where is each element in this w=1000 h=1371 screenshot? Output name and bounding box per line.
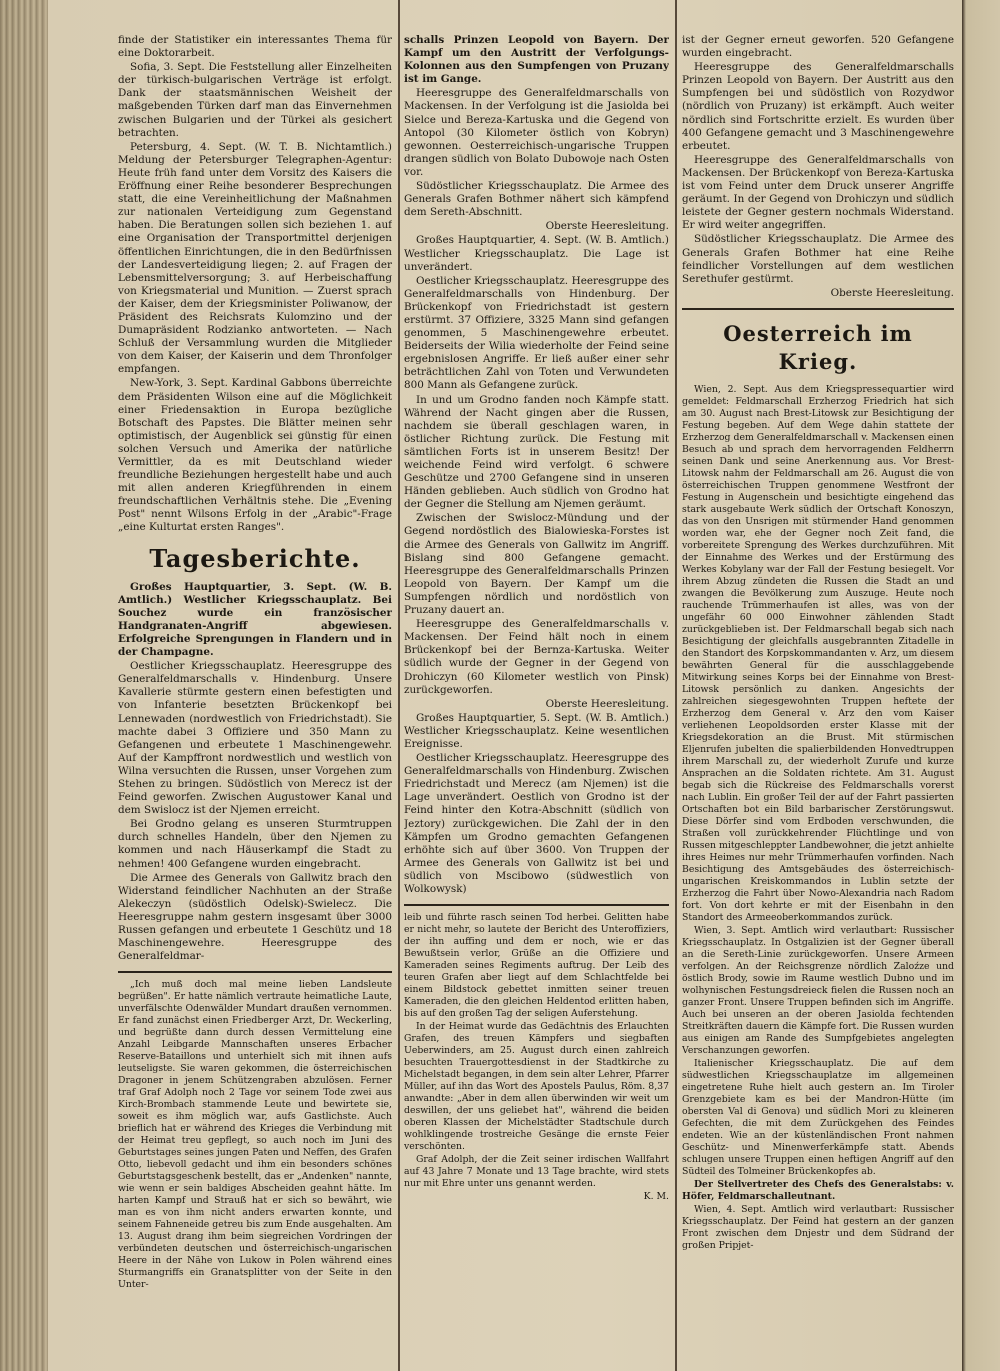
paragraph: New-York, 3. Sept. Kardinal Gabbons überreichte dem Präsidenten Wilson eine auf die Möglichkeit einer Friedensaktion in Europa bezügliche Botschaft des Papstes. Die Blätter meinen sehr optimistisch, der Augenblick sei günstig für einen solchen Versuch und Amerika der natürliche Vermittler, da es mit Deutschland wieder freundliche Beziehungen hergestellt habe und auch mit allen anderen Kriegführenden in einem freundschaftlichen Verhältnis stehe. Die „Evening Post" nennt Wilsons Erfolg in der „Arabic"-Frage „eine Kulturtat ersten Ranges". — [118, 377, 392, 534]
column-rule — [398, 0, 400, 1371]
paragraph: Großes Hauptquartier, 3. Sept. (W. B. Amtlich.) Westlicher Kriegsschauplatz. Bei Souchez wurde ein französischer Handgranaten-Angriff abgewiesen. Erfolgreiche Sprengungen in Flandern und in der Champagne. — [118, 580, 392, 659]
paragraph: Südöstlicher Kriegsschauplatz. Die Armee des Generals Grafen Bothmer nähert sich kämpfend dem Sereth-Abschnitt. — [404, 180, 669, 219]
paragraph: Großes Hauptquartier, 5. Sept. (W. B. Amtlich.) Westlicher Kriegsschauplatz. Keine wesentlichen Ereignisse. — [404, 711, 669, 750]
paragraph: Großes Hauptquartier, 4. Sept. (W. B. Amtlich.) Westlicher Kriegsschauplatz. Die Lage ist unverändert. — [404, 234, 669, 273]
paragraph: schalls Prinzen Leopold von Bayern. Der Kampf um den Austritt der Verfolgungs-Kolonnen aus den Sumpfengen von Pruzany ist im Gange. — [404, 34, 669, 86]
next-page-edge — [962, 0, 1000, 1371]
paragraph: Heeresgruppe des Generalfeldmarschalls von Mackensen. In der Verfolgung ist die Jasiolda bei Sielce und Bereza-Kartuska und die Gegend von Antopol (30 Kilometer östlich von Kobryn) gewonnen. Oesterreichisch-ungarische Truppen drangen südlich von Bolato Dubowoje nach Osten vor. — [404, 87, 669, 178]
signature: Oberste Heeresleitung. — [545, 697, 669, 710]
column-1 — [118, 34, 392, 1364]
paragraph: ist der Gegner erneut geworfen. 520 Gefangene wurden eingebracht. — [682, 34, 954, 60]
signature: Oberste Heeresleitung. — [545, 220, 669, 233]
column-2 — [404, 34, 669, 1364]
section-rule — [404, 904, 669, 906]
paragraph: Italienischer Kriegsschauplatz. Die auf dem südwestlichen Kriegsschauplatze im allgemeinen eingetretene Ruhe hielt auch gestern an. Im Tiroler Grenzgebiete kam es bei der Mandron-Hütte (im obersten Val di Genova) und südlich Mori zu kleineren Gefechten, die mit dem Zurückgehen des Feindes endeten. Wie an der küstenländischen Front nahmen Geschütz- und Minenwerferkämpfe statt. Abends schlugen unsere Truppen einen heftigen Angriff auf den Südteil des Tolmeiner Brückenkopfes ab. — [682, 1057, 954, 1177]
paragraph: finde der Statistiker ein interessantes Thema für eine Doktorarbeit. — [118, 34, 392, 60]
paragraph: Wien, 3. Sept. Amtlich wird verlautbart: Russischer Kriegsschauplatz. In Ostgalizien ist der Gegner überall an die Sereth-Linie zurückgeworfen. Unsere Armeen verfolgen. An der Reichsgrenze nördlich Zaloźze und östlich Brody, sowie im Raume westlich Dubno und im wolhynischen Festungsdreieck fielen die Russen noch an ganzer Front. Unsere Truppen befinden sich im Angriffe. Auch bei unseren an der oberen Jasiolda fechtenden Streitkräften dauern die Kämpfe fort. Die Russen wurden aus einigen am Rande des Sumpfgebietes angelegten Verschanzungen geworfen. — [682, 924, 954, 1056]
section-rule — [118, 971, 392, 973]
column-rule — [675, 0, 677, 1371]
section-heading: Oesterreich im Krieg. — [723, 320, 913, 374]
paragraph: „Ich muß doch mal meine lieben Landsleute begrüßen". Er hatte nämlich vertraute heimatliche Laute, unverfälschte Odenwälder Mundart draußen vernommen. Er fand zunächst einen Friedberger Arzt, Dr. Weckerling, und begrüßte dann durch dessen Vermittelung eine Anzahl Leibgarde Mannschaften unseres Erbacher Reserve-Bataillons und unterhielt sich mit ihnen aufs leutseligste. Sie waren gekommen, die österreichischen Dragoner in jenem Schützengraben abzulösen. Ferner traf Graf Adolph noch 2 Tage vor seinem Tode zwei aus Kirch-Brombach stammende Leute und bewirtete sie, soweit es ihm möglich war, aufs Gastlichste. Auch brieflich hat er während des Krieges die Verbindung mit der Heimat treu gepflegt, so auch noch im Juni des Geburtstages seines jungen Paten und Neffen, des Grafen Otto, liebevoll gedacht und ihm ein besonders schönes Geburtstagsgeschenk bestellt, das er „Andenken" nannte, wie wenn er sein baldiges Abscheiden geahnt hätte. Im harten Kampf und Strauß hat er sich so bewährt, wie man es von ihm nicht anders erwarten konnte, und seinem Fahneneide getreu bis zum Ende ausgehalten. Am 13. August drang ihm beim siegreichen Vordringen der verbündeten deutschen und österreichisch-ungarischen Heere in der Nähe von Lukow in Polen während eines Sturmangriffs ein Granatsplitter von der Seite in den Unter- — [118, 979, 392, 1291]
paragraph: Heeresgruppe des Generalfeldmarschalls v. Mackensen. Der Feind hält noch in einem Brückenkopf bei der Bernza-Kartuska. Weiter südlich wurde der Gegner in der Gegend von Drohiczyn (60 Kilometer westlich von Pinsk) zurückgeworfen. — [404, 618, 669, 696]
paragraph: Oestlicher Kriegsschauplatz. Heeresgruppe des Generalfeldmarschalls von Hindenburg. Zwischen Friedrichstadt und Merecz (am Njemen) ist die Lage unverändert. Oestlich von Grodno ist der Feind hinter den Kotra-Abschnitt (südlich von Jeztory) zurückgewichen. Die Zahl der in den Kämpfen um Grodno gemachten Gefangenen erhöhte sich auf über 3600. Von Truppen der Armee des Generals von Gallwitz ist bei und südlich von Mscibowo (südwestlich von Wolkowysk) — [404, 752, 669, 895]
section-rule — [682, 308, 954, 310]
author-initials: K. M. — [643, 1191, 669, 1203]
section-heading: Tagesberichte. — [149, 543, 361, 573]
paragraph: Graf Adolph, der die Zeit seiner irdischen Wallfahrt auf 43 Jahre 7 Monate und 13 Tage brachte, wird stets nur mit Ehre unter uns genannt werden. — [404, 1154, 669, 1190]
signature: Oberste Heeresleitung. — [830, 286, 954, 299]
paragraph: In und um Grodno fanden noch Kämpfe statt. Während der Nacht gingen aber die Russen, nachdem sie überall geschlagen waren, in östlicher Richtung zurück. Die Festung mit sämtlichen Forts ist in unserem Besitz! Der weichende Feind wird verfolgt. 6 schwere Geschütze und 2700 Gefangene sind in unseren Händen geblieben. Auch südlich von Grodno hat der Gegner die Stellung am Njemen geräumt. — [404, 393, 669, 511]
column-3 — [682, 34, 954, 1364]
paragraph: Wien, 4. Sept. Amtlich wird verlautbart: Russischer Kriegsschauplatz. Der Feind hat gestern an der ganzen Front zwischen dem Dnjestr und dem Südrand der großen Pripjet- — [682, 1203, 954, 1251]
paragraph: Die Armee des Generals von Gallwitz brach den Widerstand feindlicher Nachhuten an der Straße Alekeczyn (südöstlich Odelsk)-Swielecz. Die Heeresgruppe nahm gestern insgesamt über 3000 Russen gefangen und erbeutete 1 Geschütz und 18 Maschinengewehre. Heeresgruppe des Generalfeldmar- — [118, 871, 392, 963]
paragraph: Zwischen der Swislocz-Mündung und der Gegend nordöstlich des Bialowieska-Forstes ist die Armee des Generals von Gallwitz im Angriff. Bislang sind 800 Gefangene gemacht. Heeresgruppe des Generalfeldmarschalls Prinzen Leopold von Bayern. Der Kampf um die Sumpfengen nördlich und nordöstlich von Pruzany dauert an. — [404, 512, 669, 617]
paragraph: Heeresgruppe des Generalfeldmarschalls Prinzen Leopold von Bayern. Der Austritt aus den Sumpfengen bei und südöstlich von Rozydwor (nördlich von Pruzany) ist erkämpft. Auch weiter nördlich sind Fortschritte erzielt. Es wurden über 400 Gefangene gemacht und 3 Maschinengewehre erbeutet. — [682, 61, 954, 152]
paragraph: leib und führte rasch seinen Tod herbei. Gelitten habe er nicht mehr, so lautete der Bericht des Unteroffiziers, der ihn auffing und dem er noch, wie er das Bewußtsein verlor, Grüße an die Offiziere und Kameraden seines Regiments auftrug. Der Leib des teuren Grafen aber liegt auf dem Schlachtfelde bei einem Bildstock gebettet inmitten seiner treuen Kameraden, die den gleichen Heldentod erlitten haben, bis auf den großen Tag der seligen Auferstehung. — [404, 912, 669, 1020]
paragraph: Wien, 2. Sept. Aus dem Kriegspressequartier wird gemeldet: Feldmarschall Erzherzog Friedrich hat sich am 30. August nach Brest-Litowsk zur Besichtigung der Festung begeben. Auf dem Wege dahin stattete der Erzherzog dem Generalfeldmarschall v. Mackensen einen Besuch ab und sprach dem hervorragenden Feldherrn seinen Dank und seine Anerkennung aus. Vor Brest-Litowsk nahm der Feldmarschall am 26. August die von österreichischen Truppen genommene Westfront der Festung in Augenschein und besichtigte eingehend das stark ausgebaute Werk südlich der Ortschaft Konoszyn, das von den Unsrigen mit stürmender Hand genommen worden war, ehe der Gegner noch Zeit fand, die vorbereitete Sprengung des Werkes durchzuführen. Mit der Einnahme des Werkes und der Erstürmung des Werkes Kobylany war der Fall der Festung besiegelt. Vor ihrem Abzug zündeten die Russen die Stadt an und zwangen die Bevölkerung zum Auszuge. Heute noch rauchende Trümmerhaufen ist alles, was von der ungefähr 60 000 Einwohner zählenden Stadt zurückgeblieben ist. Der Feldmarschall begab sich nach Besichtigung der gleichfalls ausgebrannten Zitadelle in den Standort des Korpskommandanten v. Arz, um diesem bewährten General für die ausschlaggebende Mitwirkung seines Korps bei der Einnahme von Brest-Litowsk persönlich zu danken. Angesichts der zahlreichen siegesgewohnten Truppen heftete der Erzherzog dem General v. Arz den vom Kaiser verliehenen Leopoldsorden erster Klasse mit der Kriegsdekoration an die Brust. Mit stürmischen Eljenrufen jubelten die spalierbildenden Honvedtruppen ihrem Marschall zu, der wiederholt Zurufe und kurze Ansprachen an die Soldaten richtete. Am 31. August begab sich die Rückreise des Feldmarschalls vorerst nach Lublin. Ein großer Teil der auf der Fahrt passierten Ortschaften bot ein Bild barbarischer Zerstörungswut. Diese Dörfer sind vom Erdboden verschwunden, die Straßen voll zurückkehrender Flüchtlinge und von Russen mitgeschleppter Landbewohner, die jetzt anhielte ihres Heimes nur mehr Trümmerhaufen vorfinden. Nach Besichtigung des Amtsgebäudes des österreichisch-ungarischen Kreiskommandos in Lublin setzte der Erzherzog die Fahrt über Nowo-Alexandria nach Radom fort. Von dort kehrte er mit der Eisenbahn in den Standort des Armeeoberkommandos zurück. — [682, 383, 954, 923]
paragraph: Der Stellvertreter des Chefs des Generalstabs: v. Höfer, Feldmarschalleutnant. — [682, 1178, 954, 1202]
paragraph: Heeresgruppe des Generalfeldmarschalls von Mackensen. Der Brückenkopf von Bereza-Kartuska ist vom Feind unter dem Druck unserer Angriffe geräumt. In der Gegend von Drohiczyn und südlich leistete der Gegner gestern nochmals Widerstand. Er wird weiter angegriffen. — [682, 153, 954, 232]
paragraph: Südöstlicher Kriegsschauplatz. Die Armee des Generals Grafen Bothmer hat eine Reihe feindlicher Vorstellungen auf dem westlichen Serethufer gestürmt. — [682, 233, 954, 285]
book-binding — [0, 0, 48, 1371]
paragraph: Oestlicher Kriegsschauplatz. Heeresgruppe des Generalfeldmarschalls v. Hindenburg. Unsere Kavallerie stürmte gestern einen befestigten und von Infanterie besetzten Brückenkopf bei Lennewaden (nordwestlich von Friedrichstadt). Sie machte dabei 3 Offiziere und 350 Mann zu Gefangenen und erbeutete 1 Maschinengewehr. Auf der Kampffront nordwestlich und westlich von Wilna versuchten die Russen, unser Vorgehen zum Stehen zu bringen. Südöstlich von Merecz ist der Feind geworfen. Zwischen Augustower Kanal und dem Swislocz ist der Njemen erreicht. — [118, 660, 392, 817]
paragraph: Oestlicher Kriegsschauplatz. Heeresgruppe des Generalfeldmarschalls von Hindenburg. Der Brückenkopf von Friedrichstadt ist gestern erstürmt. 37 Offiziere, 3325 Mann sind gefangen genommen, 5 Maschinengewehre erbeutet. Beiderseits der Wilia wiederholte der Feind seine ergebnislosen Angriffe. Er ließ außer einer sehr beträchtlichen Zahl von Toten und Verwundeten 800 Mann als Gefangene zurück. — [404, 274, 669, 392]
paragraph: In der Heimat wurde das Gedächtnis des Erlauchten Grafen, des treuen Kämpfers und siegbaften Ueberwinders, am 25. August durch einen zahlreich besuchten Trauergottesdienst in der Stadtkirche zu Michelstadt begangen, in dem sein alter Lehrer, Pfarrer Müller, auf ihn das Wort des Apostels Paulus, Röm. 8,37 anwandte: „Aber in dem allen überwinden wir weit um deswillen, der uns geliebet hat", während die beiden oberen Klassen der Michelstädter Stadtschule durch wohlklingende trostreiche Gesänge die ernste Feier verschönten. — [404, 1021, 669, 1153]
paragraph: Bei Grodno gelang es unseren Sturmtruppen durch schnelles Handeln, über den Njemen zu kommen und nach Häuserkampf die Stadt zu nehmen! 400 Gefangene wurden eingebracht. — [118, 818, 392, 870]
paragraph: Sofia, 3. Sept. Die Feststellung aller Einzelheiten der türkisch-bulgarischen Verträge ist erfolgt. Dank der staatsmännischen Weisheit der maßgebenden Türken darf man das Einvernehmen zwischen Bulgarien und der Türkei als gesichert betrachten. — [118, 61, 392, 139]
paragraph: Petersburg, 4. Sept. (W. T. B. Nichtamtlich.) Meldung der Petersburger Telegraphen-Agentur: Heute früh fand unter dem Vorsitz des Kaisers die Eröffnung einer Reihe besonderer Besprechungen statt, die eine Vereinheitlichung der Maßnahmen zur nationalen Verteidigung zum Gegenstand haben. Die Beratungen sollen sich beziehen 1. auf eine Organisation der Transportmittel derjenigen öffentlichen Einrichtungen, die in den Bedürfnissen der Landesverteidigung liegen; 2. auf Fragen der Lebensmittelversorgung; 3. auf Herbeischaffung von Kriegsmaterial und Munition. — Zuerst sprach der Kaiser, dem der Kriegsminister Poliwanow, der Präsident des Reichsrats Kulomzino und der Dumapräsident Rodzianko antworteten. — Nach Schluß der Versammlung wurden die Mitglieder von dem Kaiser, der Kaiserin und dem Thronfolger empfangen. — [118, 140, 392, 376]
